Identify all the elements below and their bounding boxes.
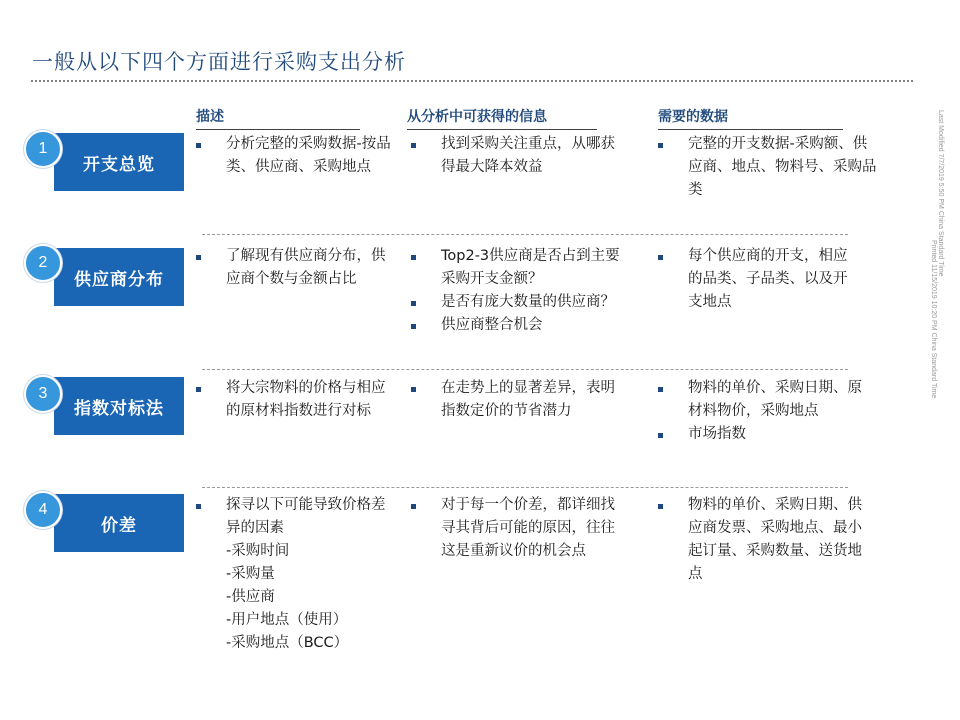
row-divider <box>202 369 848 370</box>
printed-note: Printed 11/15/2019 10:20 PM China Standard Time <box>930 240 937 399</box>
category-box-spend-overview: 开支总览 <box>54 133 184 191</box>
description-item: 分析完整的采购数据-按品类、供应商、采购地点 <box>196 133 396 179</box>
insight-item: 供应商整合机会 <box>411 314 623 337</box>
row-2-description <box>196 245 391 291</box>
factor-item: -供应商 <box>226 589 275 605</box>
data-needed-item: 物料的单价、采购日期、供应商发票、采购地点、最小起订量、采购数量、送货地点 <box>658 494 873 586</box>
category-box-index-benchmarking: 指数对标法 <box>54 377 184 435</box>
factor-item: -采购地点（BCC） <box>226 635 349 651</box>
factor-item: -采购量 <box>226 566 275 582</box>
side-notes <box>930 110 944 398</box>
last-modified-note: Last Modified 7/7/2019 5:50 PM China Standard Time <box>937 110 944 277</box>
row-4-description <box>196 494 396 655</box>
page-title: 一般从以下四个方面进行采购支出分析 <box>32 50 406 74</box>
insight-item: Top2-3供应商是否占到主要采购开支金额？ <box>411 245 623 291</box>
row-2-data-needed <box>658 245 858 314</box>
insight-item: 对于每一个价差，都详细找寻其背后可能的原因，往往这是重新议价的机会点 <box>411 494 623 563</box>
description-item: 了解现有供应商分布，供应商个数与金额占比 <box>196 245 391 291</box>
factor-item: -用户地点（使用） <box>226 612 348 628</box>
row-number-badge: 3 <box>24 375 62 413</box>
row-divider <box>202 487 848 488</box>
row-3-data-needed <box>658 377 863 446</box>
row-3-description <box>196 377 396 423</box>
row-number-badge: 1 <box>24 130 62 168</box>
insight-item: 找到采购关注重点，从哪获得最大降本效益 <box>411 133 623 179</box>
column-header-insights: 从分析中可获得的信息 <box>407 106 597 130</box>
row-1-description <box>196 133 396 179</box>
data-needed-item: 市场指数 <box>658 423 863 446</box>
data-needed-item: 完整的开支数据-采购额、供应商、地点、物料号、采购品类 <box>658 133 878 202</box>
row-2-insights <box>411 245 623 337</box>
column-header-description: 描述 <box>196 106 360 130</box>
data-needed-item: 物料的单价、采购日期、原材料物价，采购地点 <box>658 377 863 423</box>
data-needed-item: 每个供应商的开支，相应的品类、子品类、以及开支地点 <box>658 245 858 314</box>
row-4-data-needed <box>658 494 873 586</box>
row-number-badge: 4 <box>24 491 62 529</box>
row-divider <box>202 234 848 235</box>
row-3-insights <box>411 377 623 423</box>
column-header-data-needed: 需要的数据 <box>658 106 843 130</box>
description-item: 探寻以下可能导致价格差异的因素 <box>196 494 396 540</box>
category-box-price-variance: 价差 <box>54 494 184 552</box>
row-4-insights <box>411 494 623 563</box>
row-1-insights <box>411 133 623 179</box>
title-divider <box>31 80 913 82</box>
row-number-badge: 2 <box>24 244 62 282</box>
description-item: 将大宗物料的价格与相应的原材料指数进行对标 <box>196 377 396 423</box>
insight-item: 是否有庞大数量的供应商？ <box>411 291 623 314</box>
factor-item: -采购时间 <box>226 543 290 559</box>
insight-item: 在走势上的显著差异，表明指数定价的节省潜力 <box>411 377 623 423</box>
category-box-supplier-distribution: 供应商分布 <box>54 248 184 306</box>
row-1-data-needed <box>658 133 878 202</box>
